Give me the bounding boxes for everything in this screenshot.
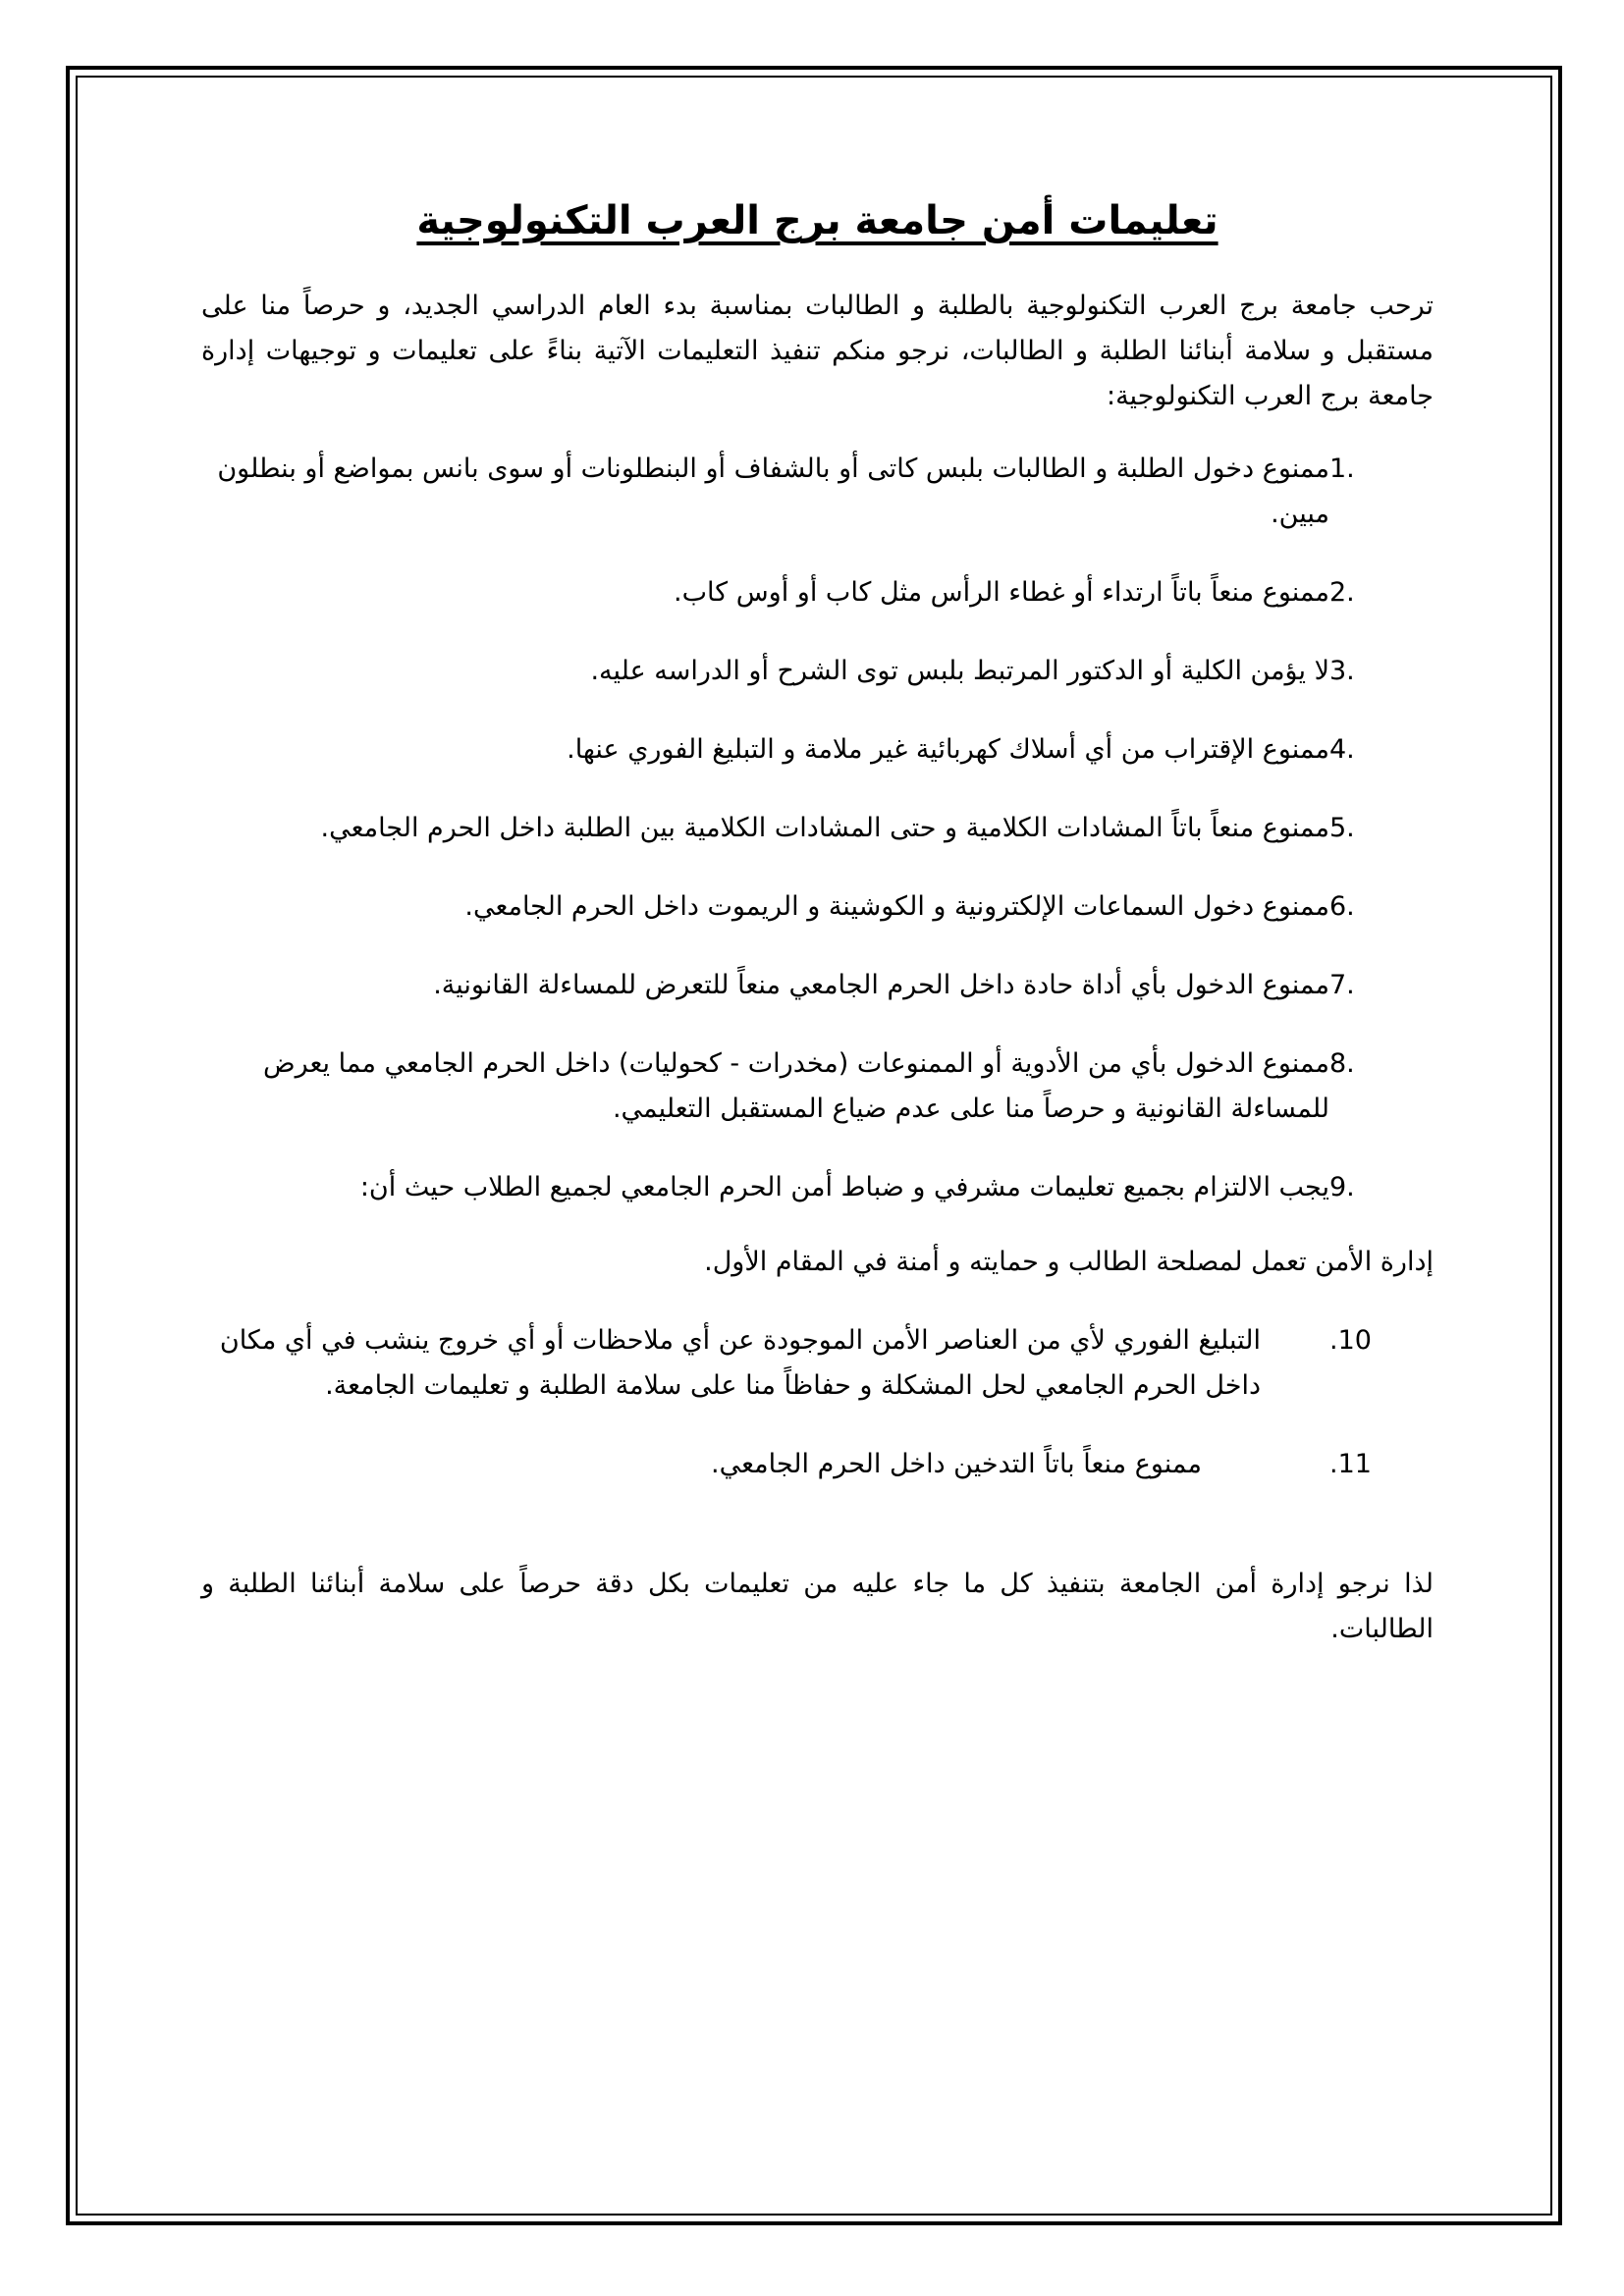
list-item-text: ممنوع دخول السماعات الإلكترونية و الكوشينة و الريموت داخل الحرم الجامعي. [464, 891, 1329, 922]
list-item-number: 7. [1329, 970, 1355, 1000]
security-note: إدارة الأمن تعمل لمصلحة الطالب و حمايته و أمنة في المقام الأول. [704, 1247, 1434, 1277]
list-item [201, 727, 1434, 773]
list-item [201, 570, 1434, 615]
list-item-text: التبليغ الفوري لأي من العناصر الأمن الموجودة عن أي ملاحظات أو أي خروج ينشب في أي مكان داخل الحرم الجامعي لحل المشكلة و حفاظاً منا على سلامة الطلبة و تعليمات الجامعة. [219, 1325, 1261, 1401]
document-body [201, 191, 1434, 1652]
list-item-text: ممنوع منعاً باتاً المشادات الكلامية و حتى المشادات الكلامية بين الطلبة داخل الحرم الجامعي. [320, 813, 1329, 843]
list-item [201, 447, 1434, 537]
list-item-text: ممنوع منعاً باتاً التدخين داخل الحرم الجامعي. [711, 1449, 1202, 1479]
instructions-list-continued [201, 1318, 1434, 1487]
list-item-number: 1. [1329, 454, 1355, 484]
list-item [201, 1318, 1434, 1409]
list-item [201, 1442, 1434, 1487]
list-item [201, 806, 1434, 851]
list-item-number: 8. [1329, 1048, 1355, 1079]
list-item-text: ممنوع الإقتراب من أي أسلاك كهربائية غير ملامة و التبليغ الفوري عنها. [567, 734, 1329, 765]
list-item-text: ممنوع منعاً باتاً ارتداء أو غطاء الرأس مثل كاب أو أوس كاب. [674, 577, 1329, 608]
list-item [201, 649, 1434, 694]
document-title: تعليمات أمن جامعة برج العرب التكنولوجية [416, 198, 1218, 243]
list-item-number: 9. [1329, 1172, 1355, 1202]
list-item-number: 4. [1329, 734, 1355, 765]
list-item [201, 884, 1434, 930]
list-item [201, 1041, 1434, 1132]
instructions-list [201, 447, 1434, 1210]
list-item-text: ممنوع دخول الطلبة و الطالبات بلبس كاتى أو بالشفاف أو البنطلونات أو سوى بانس بمواضع أو بنطلون مبين. [217, 454, 1329, 529]
list-item-number: .11 [1329, 1449, 1372, 1479]
list-item-text: يجب الالتزام بجميع تعليمات مشرفي و ضباط أمن الحرم الجامعي لجميع الطلاب حيث أن: [359, 1172, 1329, 1202]
list-item-text: ممنوع الدخول بأي من الأدوية أو الممنوعات (مخدرات - كحوليات) داخل الحرم الجامعي مما يعرض للمساءلة القانونية و حرصاً منا على عدم ضياع المستقبل التعليمي. [262, 1048, 1329, 1124]
list-item-text: ممنوع الدخول بأي أداة حادة داخل الحرم الجامعي منعاً للتعرض للمساءلة القانونية. [433, 970, 1329, 1000]
list-item-number: 6. [1329, 891, 1355, 922]
list-item-text: لا يؤمن الكلية أو الدكتور المرتبط بلبس توى الشرح أو الدراسه عليه. [590, 656, 1329, 686]
list-item-number: 3. [1329, 656, 1355, 686]
list-item-number: 2. [1329, 577, 1355, 608]
list-item [201, 963, 1434, 1008]
intro-paragraph: ترحب جامعة برج العرب التكنولوجية بالطلبة و الطالبات بمناسبة بدء العام الدراسي الجديد، و حرصاً منا على مستقبل و سلامة أبنائنا الطلبة و الطالبات، نرجو منكم تنفيذ التعليمات الآتية بناءً على تعليمات و توجيهات إدارة جامعة برج العرب التكنولوجية: [201, 291, 1434, 411]
list-item-number: .10 [1329, 1325, 1372, 1356]
closing-paragraph: لذا نرجو إدارة أمن الجامعة بتنفيذ كل ما جاء عليه من تعليمات بكل دقة حرصاً على سلامة أبنائنا الطلبة و الطالبات. [201, 1569, 1434, 1644]
list-item [201, 1165, 1434, 1210]
list-item-number: 5. [1329, 813, 1355, 843]
